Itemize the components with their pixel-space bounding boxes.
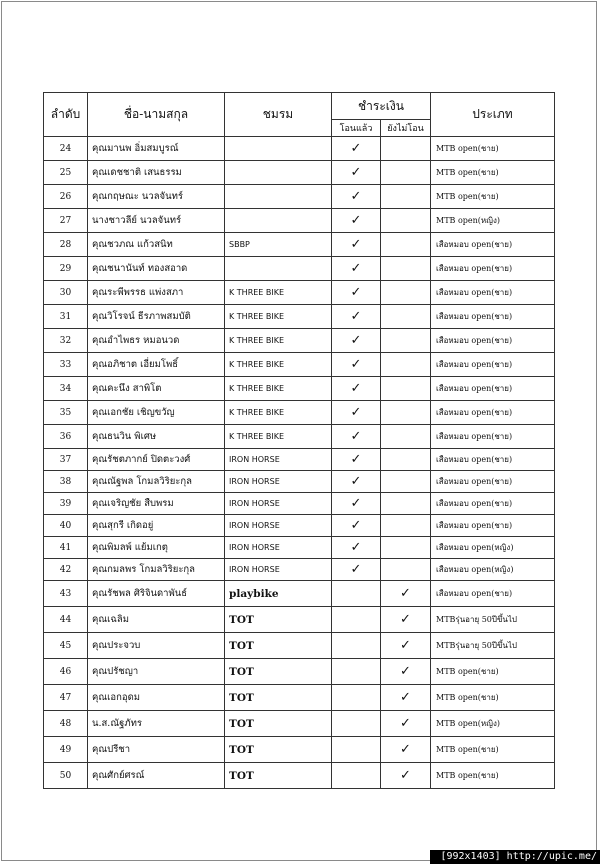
table-row: [44, 607, 555, 633]
row-category: เสือหมอบ open(ชาย): [431, 493, 555, 515]
row-club: K THREE BIKE: [225, 377, 332, 401]
table-row: [44, 515, 555, 537]
row-no: 27: [44, 209, 88, 233]
row-no: 34: [44, 377, 88, 401]
row-club: [225, 161, 332, 185]
image-host-footer: [992x1403] http://upic.me/: [430, 850, 600, 864]
row-unpaid: [381, 401, 431, 425]
table-row: [44, 537, 555, 559]
row-category: เสือหมอบ open(ชาย): [431, 581, 555, 607]
row-category: MTB open(ชาย): [431, 685, 555, 711]
row-name: คุณเอกชัย เชิญขวัญ: [88, 401, 225, 425]
row-club: TOT: [225, 737, 332, 763]
row-category: เสือหมอบ open(ชาย): [431, 329, 555, 353]
row-paid: ✓: [332, 257, 381, 281]
row-club: K THREE BIKE: [225, 305, 332, 329]
row-name: คุณเจริญชัย สืบพรม: [88, 493, 225, 515]
row-category: MTB open(หญิง): [431, 209, 555, 233]
row-name: คุณอภิชาต เอี่ยมโพธิ์: [88, 353, 225, 377]
table-row: [44, 281, 555, 305]
table-row: [44, 161, 555, 185]
row-category: เสือหมอบ open(ชาย): [431, 449, 555, 471]
row-category: MTB open(หญิง): [431, 711, 555, 737]
table-row: [44, 209, 555, 233]
row-name: คุณรัชพล ศิริจินดาพันธ์: [88, 581, 225, 607]
row-no: 35: [44, 401, 88, 425]
row-club: [225, 209, 332, 233]
row-unpaid: ✓: [381, 685, 431, 711]
registration-table: [43, 92, 555, 789]
table-row: [44, 559, 555, 581]
row-unpaid: [381, 209, 431, 233]
row-unpaid: [381, 471, 431, 493]
row-name: คุณศักย์ศรณ์: [88, 763, 225, 789]
row-name: คุณกมลพร โกมลวิริยะกุล: [88, 559, 225, 581]
row-category: เสือหมอบ open(ชาย): [431, 353, 555, 377]
row-unpaid: [381, 329, 431, 353]
row-no: 33: [44, 353, 88, 377]
row-paid: [332, 607, 381, 633]
table-row: [44, 581, 555, 607]
row-category: MTBรุ่นอายุ 50ปีขึ้นไป: [431, 633, 555, 659]
row-unpaid: [381, 559, 431, 581]
row-unpaid: [381, 137, 431, 161]
row-unpaid: ✓: [381, 737, 431, 763]
row-name: นางชาวลีย์ นวลจันทร์: [88, 209, 225, 233]
row-no: 48: [44, 711, 88, 737]
row-unpaid: [381, 425, 431, 449]
row-unpaid: ✓: [381, 581, 431, 607]
row-no: 47: [44, 685, 88, 711]
row-category: MTB open(ชาย): [431, 161, 555, 185]
row-name: คุณชวภณ แก้วสนิท: [88, 233, 225, 257]
row-name: คุณมานพ อิ่มสมบูรณ์: [88, 137, 225, 161]
table-row: [44, 493, 555, 515]
row-no: 25: [44, 161, 88, 185]
table-row: [44, 137, 555, 161]
row-club: playbike: [225, 581, 332, 607]
row-paid: [332, 711, 381, 737]
row-paid: ✓: [332, 137, 381, 161]
row-paid: ✓: [332, 161, 381, 185]
row-club: K THREE BIKE: [225, 425, 332, 449]
row-club: IRON HORSE: [225, 471, 332, 493]
row-name: คุณเดชชาติ เสนธรรม: [88, 161, 225, 185]
row-unpaid: ✓: [381, 659, 431, 685]
row-no: 49: [44, 737, 88, 763]
row-club: TOT: [225, 685, 332, 711]
row-paid: ✓: [332, 515, 381, 537]
row-category: เสือหมอบ open(ชาย): [431, 425, 555, 449]
row-name: คุณเอกอุดม: [88, 685, 225, 711]
row-name: คุณรัชตภากย์ ปิดตะวงศ์: [88, 449, 225, 471]
row-unpaid: [381, 449, 431, 471]
table-row: [44, 185, 555, 209]
row-name: คุณคะนึง สาพิโต: [88, 377, 225, 401]
row-name: คุณธนวิน พิเศษ: [88, 425, 225, 449]
row-club: TOT: [225, 633, 332, 659]
row-paid: ✓: [332, 209, 381, 233]
table-row: [44, 401, 555, 425]
row-no: 43: [44, 581, 88, 607]
row-paid: ✓: [332, 559, 381, 581]
row-no: 40: [44, 515, 88, 537]
row-no: 30: [44, 281, 88, 305]
row-paid: ✓: [332, 449, 381, 471]
row-name: คุณณัฐพล โกมลวิริยะกุล: [88, 471, 225, 493]
table-row: [44, 425, 555, 449]
row-name: คุณกฤษณะ นวลจันทร์: [88, 185, 225, 209]
row-paid: [332, 737, 381, 763]
row-club: TOT: [225, 763, 332, 789]
row-category: MTB open(ชาย): [431, 185, 555, 209]
row-name: คุณปรีชา: [88, 737, 225, 763]
row-club: K THREE BIKE: [225, 329, 332, 353]
row-unpaid: [381, 305, 431, 329]
row-paid: ✓: [332, 329, 381, 353]
table-body: [44, 137, 555, 789]
row-no: 39: [44, 493, 88, 515]
table-row: [44, 305, 555, 329]
row-paid: [332, 659, 381, 685]
row-category: เสือหมอบ open(ชาย): [431, 377, 555, 401]
row-category: MTB open(ชาย): [431, 737, 555, 763]
row-paid: [332, 633, 381, 659]
header-unpaid: ยังไม่โอน: [381, 120, 431, 137]
row-unpaid: ✓: [381, 633, 431, 659]
row-name: คุณสุกรี เกิดอยู่: [88, 515, 225, 537]
row-name: คุณปรัชญา: [88, 659, 225, 685]
row-paid: ✓: [332, 185, 381, 209]
row-unpaid: [381, 353, 431, 377]
row-club: SBBP: [225, 233, 332, 257]
row-unpaid: ✓: [381, 763, 431, 789]
row-category: เสือหมอบ open(ชาย): [431, 471, 555, 493]
row-club: TOT: [225, 659, 332, 685]
header-category: ประเภท: [431, 93, 555, 137]
row-name: คุณประจวบ: [88, 633, 225, 659]
row-name: คุณระพีพรรธ แพ่งสภา: [88, 281, 225, 305]
table-row: [44, 233, 555, 257]
row-no: 28: [44, 233, 88, 257]
row-club: K THREE BIKE: [225, 353, 332, 377]
table-row: [44, 633, 555, 659]
row-category: เสือหมอบ open(หญิง): [431, 537, 555, 559]
row-name: คุณเฉลิม: [88, 607, 225, 633]
row-paid: [332, 763, 381, 789]
row-unpaid: [381, 185, 431, 209]
row-no: 46: [44, 659, 88, 685]
row-name: น.ส.ณัฐภัทร: [88, 711, 225, 737]
row-club: [225, 185, 332, 209]
row-category: MTB open(ชาย): [431, 659, 555, 685]
row-unpaid: [381, 377, 431, 401]
row-unpaid: ✓: [381, 607, 431, 633]
header-club: ชมรม: [225, 93, 332, 137]
row-paid: ✓: [332, 401, 381, 425]
row-category: เสือหมอบ open(ชาย): [431, 401, 555, 425]
table-row: [44, 737, 555, 763]
row-club: K THREE BIKE: [225, 281, 332, 305]
row-paid: ✓: [332, 353, 381, 377]
row-unpaid: [381, 281, 431, 305]
row-paid: ✓: [332, 471, 381, 493]
row-unpaid: [381, 515, 431, 537]
row-club: IRON HORSE: [225, 493, 332, 515]
row-name: คุณวิโรจน์ ธีรภาพสมบัติ: [88, 305, 225, 329]
row-category: เสือหมอบ open(ชาย): [431, 515, 555, 537]
table-row: [44, 711, 555, 737]
table-row: [44, 659, 555, 685]
row-no: 26: [44, 185, 88, 209]
row-paid: ✓: [332, 537, 381, 559]
row-unpaid: [381, 493, 431, 515]
row-category: MTBรุ่นอายุ 50ปีขึ้นไป: [431, 607, 555, 633]
row-unpaid: ✓: [381, 711, 431, 737]
row-club: IRON HORSE: [225, 449, 332, 471]
row-club: [225, 137, 332, 161]
row-name: คุณพิมลพ์ แย้มเกตุ: [88, 537, 225, 559]
row-no: 29: [44, 257, 88, 281]
row-no: 32: [44, 329, 88, 353]
row-category: เสือหมอบ open(ชาย): [431, 281, 555, 305]
row-club: IRON HORSE: [225, 537, 332, 559]
table-row: [44, 763, 555, 789]
header-paid: โอนแล้ว: [332, 120, 381, 137]
row-club: K THREE BIKE: [225, 401, 332, 425]
row-paid: ✓: [332, 281, 381, 305]
row-club: IRON HORSE: [225, 515, 332, 537]
header-name: ชื่อ-นามสกุล: [88, 93, 225, 137]
row-paid: ✓: [332, 377, 381, 401]
row-unpaid: [381, 233, 431, 257]
row-no: 36: [44, 425, 88, 449]
row-club: [225, 257, 332, 281]
row-category: เสือหมอบ open(ชาย): [431, 233, 555, 257]
row-paid: ✓: [332, 233, 381, 257]
table-row: [44, 685, 555, 711]
table-row: [44, 353, 555, 377]
row-unpaid: [381, 161, 431, 185]
row-no: 44: [44, 607, 88, 633]
row-club: IRON HORSE: [225, 559, 332, 581]
row-paid: ✓: [332, 305, 381, 329]
row-no: 50: [44, 763, 88, 789]
row-no: 24: [44, 137, 88, 161]
row-paid: [332, 685, 381, 711]
row-club: TOT: [225, 607, 332, 633]
table-row: [44, 377, 555, 401]
table-row: [44, 449, 555, 471]
row-category: เสือหมอบ open(ชาย): [431, 305, 555, 329]
header-no: ลำดับ: [44, 93, 88, 137]
row-unpaid: [381, 257, 431, 281]
row-category: เสือหมอบ open(ชาย): [431, 257, 555, 281]
row-category: MTB open(ชาย): [431, 763, 555, 789]
row-name: คุณอำไพธร หมอนวด: [88, 329, 225, 353]
row-unpaid: [381, 537, 431, 559]
row-club: TOT: [225, 711, 332, 737]
row-no: 45: [44, 633, 88, 659]
row-paid: [332, 581, 381, 607]
table-row: [44, 471, 555, 493]
row-no: 42: [44, 559, 88, 581]
row-no: 38: [44, 471, 88, 493]
row-category: เสือหมอบ open(หญิง): [431, 559, 555, 581]
header-payment: ชำระเงิน: [332, 93, 431, 120]
row-no: 37: [44, 449, 88, 471]
row-no: 41: [44, 537, 88, 559]
row-paid: ✓: [332, 425, 381, 449]
table-row: [44, 257, 555, 281]
table-row: [44, 329, 555, 353]
row-no: 31: [44, 305, 88, 329]
row-category: MTB open(ชาย): [431, 137, 555, 161]
row-name: คุณชนานันท์ ทองสอาด: [88, 257, 225, 281]
row-paid: ✓: [332, 493, 381, 515]
